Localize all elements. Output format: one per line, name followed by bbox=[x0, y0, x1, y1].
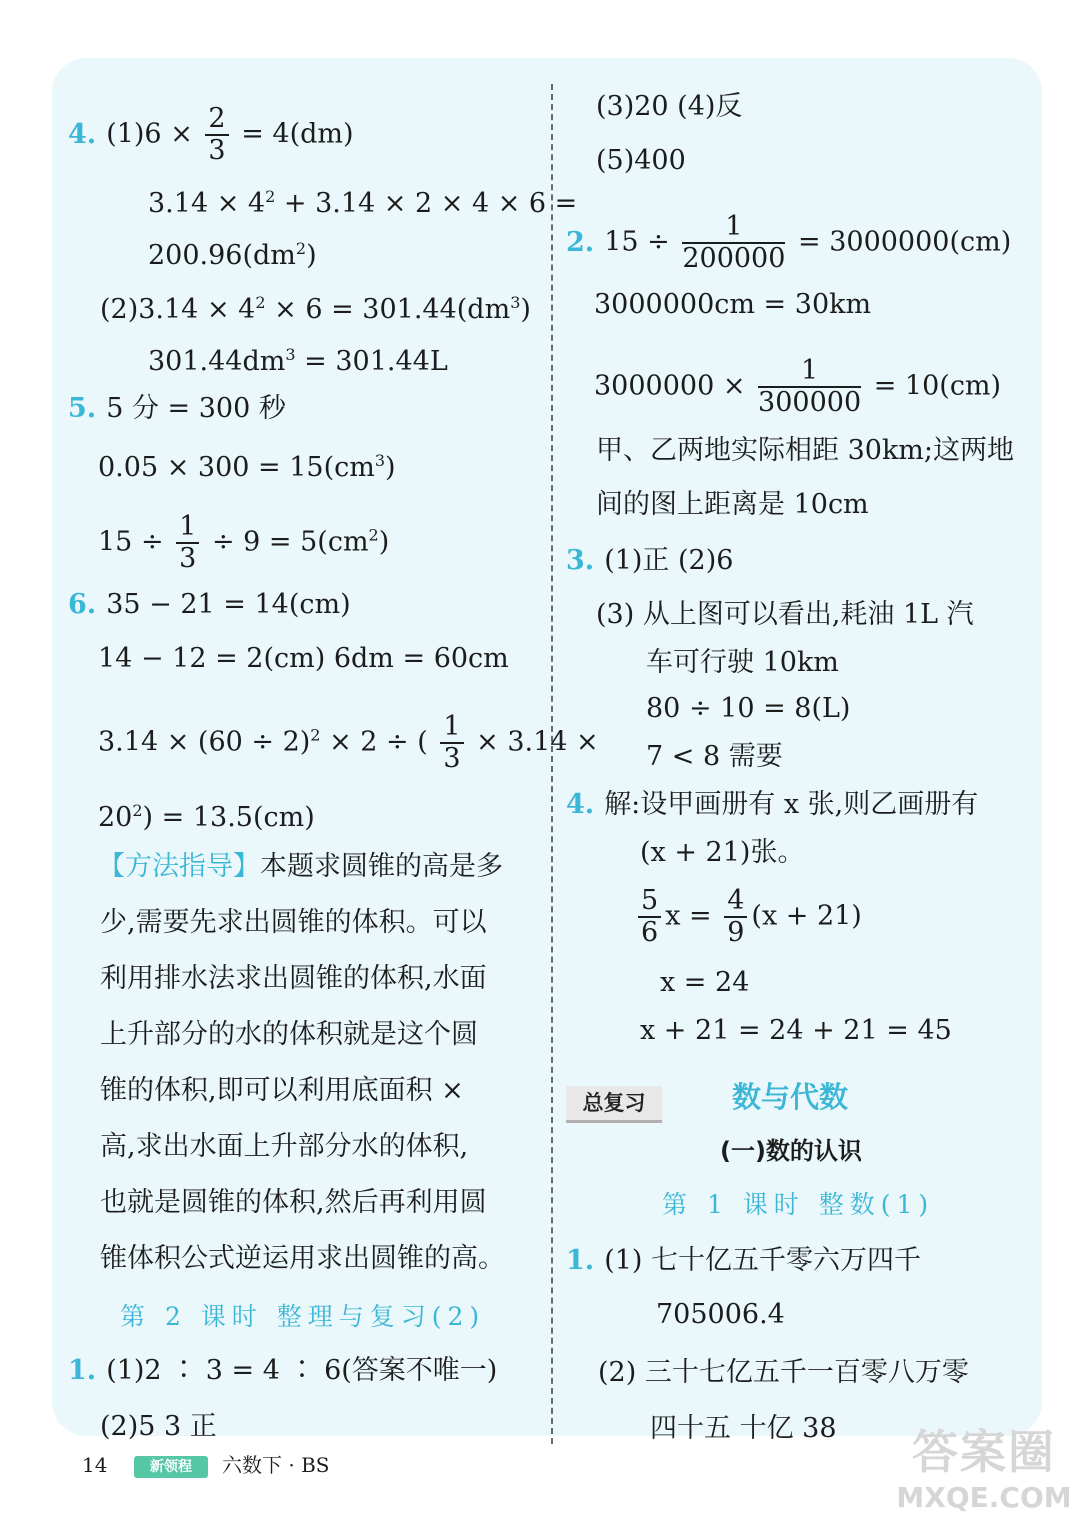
text: × 3.14 × bbox=[476, 726, 599, 758]
q4r-line-5: x + 21 = 24 + 21 = 45 bbox=[640, 1015, 952, 1046]
question-number: 6. bbox=[68, 589, 97, 620]
a1-line-3: (2) 三十七亿五千一百零八万零 bbox=[598, 1357, 969, 1388]
brand-badge: 新领程 bbox=[134, 1456, 208, 1478]
method-tip-label: 【方法指导】 bbox=[98, 851, 260, 882]
denominator: 3 bbox=[443, 743, 461, 774]
text: (1) 七十亿五千零六万四千 bbox=[604, 1245, 922, 1276]
q3-line-5: 7 < 8 需要 bbox=[646, 741, 783, 772]
text: 200.96(dm bbox=[148, 240, 296, 271]
q4r-line-1 bbox=[566, 788, 978, 822]
superscript: 2 bbox=[255, 293, 266, 312]
numerator: 1 bbox=[758, 356, 861, 388]
watermark-logo bbox=[896, 1424, 1072, 1532]
denominator: 3 bbox=[179, 543, 197, 574]
text: 0.05 × 300 = 15(cm bbox=[98, 452, 375, 483]
numerator: 4 bbox=[724, 886, 747, 918]
text: 14 − 12 = 2(cm) 6dm = 60cm bbox=[98, 643, 509, 674]
q2-line-1 bbox=[566, 212, 1011, 274]
fraction bbox=[758, 356, 861, 418]
superscript: 2 bbox=[310, 725, 321, 745]
fraction bbox=[724, 886, 747, 948]
text: 15 ÷ bbox=[98, 526, 164, 558]
method-tip-line: 锥体积公式逆运用求出圆锥的高。 bbox=[100, 1243, 505, 1274]
text: 本题求圆锥的高是多 bbox=[260, 851, 503, 882]
text: ) = 13.5(cm) bbox=[142, 802, 315, 833]
text: x = bbox=[665, 900, 712, 932]
question-number: 2. bbox=[566, 226, 595, 258]
a1-line-2: 705006.4 bbox=[656, 1299, 785, 1330]
q4r-line-4: x = 24 bbox=[660, 967, 750, 998]
page-number: 14 bbox=[82, 1453, 108, 1477]
text: × 2 ÷ ( bbox=[320, 726, 428, 758]
numerator: 1 bbox=[682, 212, 785, 244]
superscript: 3 bbox=[374, 451, 386, 470]
section-title: 数与代数 bbox=[732, 1080, 849, 1114]
lesson-heading: 第 2 课时 整理与复习(2) bbox=[120, 1302, 486, 1331]
method-tip-line: 利用排水法求出圆锥的体积,水面 bbox=[100, 963, 487, 994]
text: 5 分 = 300 秒 bbox=[106, 393, 286, 424]
question-number: 1. bbox=[68, 1355, 97, 1386]
superscript: 3 bbox=[285, 345, 296, 364]
text: 3.14 × (60 ÷ 2) bbox=[98, 726, 311, 758]
denominator: 6 bbox=[641, 917, 659, 948]
text: 3000000 × bbox=[594, 370, 746, 402]
denominator: 300000 bbox=[758, 387, 862, 418]
question-number: 4. bbox=[566, 789, 595, 820]
question-number: 5. bbox=[68, 393, 97, 424]
watermark-text: 答案圈 bbox=[912, 1425, 1056, 1479]
denominator: 3 bbox=[208, 135, 226, 166]
method-tip-line: 高,求出水面上升部分水的体积, bbox=[100, 1131, 469, 1162]
text: 解:设甲画册有 x 张,则乙画册有 bbox=[604, 789, 979, 820]
text: × 6 = 301.44(dm bbox=[265, 294, 511, 325]
superscript: 2 bbox=[132, 801, 143, 820]
q2-line-5: 间的图上距离是 10cm bbox=[596, 489, 869, 520]
text: ÷ 9 = 5(cm bbox=[211, 526, 369, 558]
a1-line-1 bbox=[566, 1244, 921, 1278]
review-badge: 总复习 bbox=[566, 1086, 662, 1123]
r-line-1: (3)20 (4)反 bbox=[596, 91, 743, 122]
watermark-url: MXQE.COM bbox=[896, 1481, 1072, 1514]
superscript: 2 bbox=[265, 187, 276, 206]
numerator: 1 bbox=[176, 512, 199, 544]
method-tip-line: 也就是圆锥的体积,然后再利用圆 bbox=[100, 1187, 487, 1218]
book-label: 六数下 · BS bbox=[222, 1453, 330, 1477]
denominator: 9 bbox=[727, 917, 745, 948]
q3-line-3: 车可行驶 10km bbox=[646, 647, 839, 678]
numerator: 1 bbox=[440, 712, 463, 744]
text: 35 − 21 = 14(cm) bbox=[106, 589, 351, 620]
q2-line-4: 甲、乙两地实际相距 30km;这两地 bbox=[596, 435, 1014, 466]
superscript: 3 bbox=[510, 293, 521, 312]
text: = 10(cm) bbox=[873, 370, 1002, 402]
numerator: 5 bbox=[638, 886, 661, 918]
a1-line-4: 四十五 十亿 38 bbox=[650, 1413, 837, 1444]
text: (1)2 ∶ 3 = 4 ∶ 6(答案不唯一) bbox=[106, 1355, 498, 1386]
text: ) bbox=[385, 452, 396, 483]
text: ) bbox=[520, 294, 531, 325]
text: + 3.14 × 2 × 4 × 6 = bbox=[275, 188, 578, 219]
text: (1)正 (2)6 bbox=[604, 545, 734, 576]
q2-line-2: 3000000cm = 30km bbox=[594, 289, 872, 320]
text: 20 bbox=[98, 802, 133, 833]
text: (x + 21) bbox=[751, 900, 862, 932]
text: = 4(dm) bbox=[241, 118, 354, 150]
q4r-line-3 bbox=[634, 886, 862, 948]
subsection-title: (一)数的认识 bbox=[720, 1137, 862, 1165]
method-tip-line: 锥的体积,即可以利用底面积 × bbox=[100, 1075, 464, 1106]
q3-line-1 bbox=[566, 544, 733, 578]
q3-line-2: (3) 从上图可以看出,耗油 1L 汽 bbox=[596, 599, 974, 630]
r-line-2: (5)400 bbox=[596, 145, 686, 176]
denominator: 200000 bbox=[682, 243, 786, 274]
q4r-line-2: (x + 21)张。 bbox=[640, 837, 805, 868]
q3-line-4: 80 ÷ 10 = 8(L) bbox=[646, 693, 851, 724]
lesson-heading: 第 1 课时 整数(1) bbox=[662, 1190, 935, 1219]
question-number: 1. bbox=[566, 1245, 595, 1276]
q2-line-3 bbox=[594, 356, 1001, 418]
text: 3.14 × 4 bbox=[148, 188, 266, 219]
r1-line-2: (2)5 3 正 bbox=[100, 1411, 217, 1442]
fraction bbox=[638, 886, 661, 948]
text: (1)6 × bbox=[106, 118, 193, 150]
fraction bbox=[682, 212, 785, 274]
question-number: 4. bbox=[68, 118, 97, 150]
text: 15 ÷ bbox=[604, 226, 670, 258]
superscript: 2 bbox=[368, 525, 379, 545]
text: = 3000000(cm) bbox=[798, 226, 1012, 258]
numerator: 2 bbox=[205, 104, 228, 136]
text: = 301.44L bbox=[295, 346, 448, 377]
text: 301.44dm bbox=[148, 346, 286, 377]
superscript: 2 bbox=[295, 239, 307, 258]
text: ) bbox=[306, 240, 317, 271]
method-tip-line: 上升部分的水的体积就是这个圆 bbox=[100, 1019, 478, 1050]
method-tip-line: 少,需要先求出圆锥的体积。可以 bbox=[100, 907, 487, 938]
question-number: 3. bbox=[566, 545, 595, 576]
text: ) bbox=[378, 526, 390, 558]
text: (2)3.14 × 4 bbox=[100, 294, 256, 325]
